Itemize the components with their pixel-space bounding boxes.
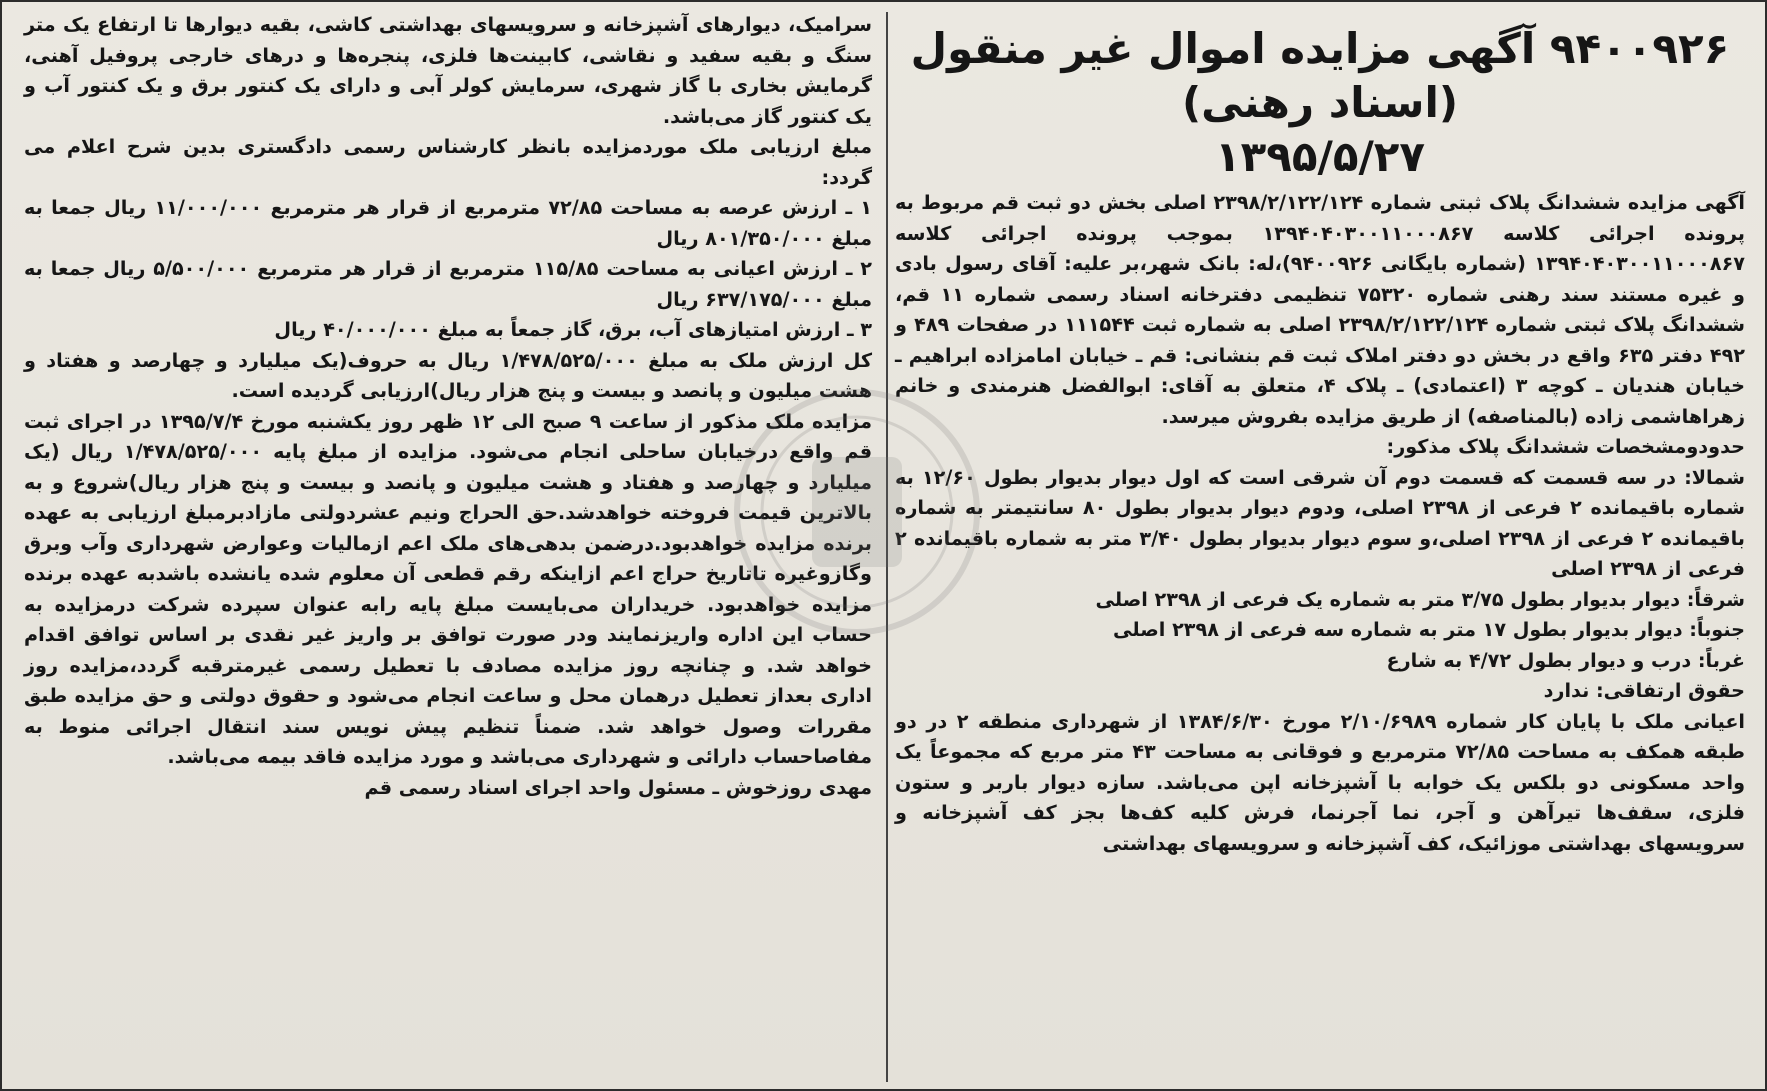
left-column bbox=[24, 10, 872, 803]
signature-line: مهدی روزخوش ـ مسئول واحد اجرای اسناد رسمی قم bbox=[364, 775, 872, 799]
valuation-utilities: ۳ ـ ارزش امتیازهای آب، برق، گاز جمعاً به مبلغ ۴۰/۰۰۰/۰۰۰ ریال bbox=[274, 318, 872, 341]
notice-title bbox=[895, 22, 1745, 184]
valuation-land: ۱ ـ ارزش عرصه به مساحت ۷۲/۸۵ مترمربع از قرار هر مترمربع ۱۱/۰۰۰/۰۰۰ ریال جمعا به مبلغ ۸۰۱/۳۵۰/۰۰۰ ریال bbox=[24, 196, 872, 250]
valuation-heading: مبلغ ارزیابی ملک موردمزایده بانظر کارشناس رسمی دادگستری بدین شرح اعلام می گردد: bbox=[24, 135, 872, 189]
valuation-total: کل ارزش ملک به مبلغ ۱/۴۷۸/۵۲۵/۰۰۰ ریال به حروف(یک میلیارد و چهارصد و هفتاد و هشت میلیون و پانصد و بیست و پنج هزار ریال)ارزیابی گردیده است. bbox=[24, 348, 872, 402]
boundary-north: شمالا: در سه قسمت که قسمت دوم آن شرقی است که اول دیوار بدیوار بطول ۱۲/۶۰ به شماره باقیمانده ۲ فرعی از ۲۳۹۸ اصلی، ودوم دیوار بدیوار بطول ۸۰ سانتیمتر به شماره باقیمانده ۲ فرعی از ۲۳۹۸ اصلی،و سوم دیوار بدیوار بطول ۳/۴۰ متر به شماره باقیمانده ۲ فرعی از ۲۳۹۸ اصلی bbox=[895, 465, 1745, 580]
notice-title-line1: ۹۴۰۰۹۲۶ آگهی مزایده اموال غیر منقول (اسناد رهنی) bbox=[910, 24, 1730, 127]
column-divider bbox=[886, 12, 888, 1082]
boundary-west: غرباً: درب و دیوار بطول ۴/۷۲ به شارع bbox=[1386, 648, 1745, 672]
building-description-continued: سرامیک، دیوارهای آشپزخانه و سرویسهای بهداشتی کاشی، بقیه دیوارها تا ارتفاع یک متر سنگ و بقیه سفید و نقاشی، کابینت‌ها فلزی، پنجره‌ها و درهای خارجی پروفیل آهنی، گرمایش بخاری با گاز شهری، سرمایش کولر آبی و دارای یک کنتور برق و یک کنتور آب و یک کنتور گاز می‌باشد. bbox=[24, 13, 872, 128]
boundary-south: جنوباً: دیوار بدیوار بطول ۱۷ متر به شماره سه فرعی از ۲۳۹۸ اصلی bbox=[1113, 618, 1745, 641]
boundary-east: شرقاً: دیوار بدیوار بطول ۳/۷۵ متر به شماره یک فرعی از ۲۳۹۸ اصلی bbox=[1095, 587, 1745, 611]
boundaries-heading: حدودومشخصات ششدانگ پلاک مذکور: bbox=[1386, 435, 1745, 458]
easement-rights: حقوق ارتفاقی: ندارد bbox=[1543, 679, 1745, 702]
intro-paragraph: آگهی مزایده ششدانگ پلاک ثبتی شماره ۲۳۹۸/۲/۱۲۲/۱۲۴ اصلی بخش دو ثبت قم مربوط به پرونده اجرائی کلاسه ۱۳۹۴۰۴۰۳۰۰۱۱۰۰۰۸۶۷ بموجب پرونده اجرائی کلاسه ۱۳۹۴۰۴۰۳۰۰۱۱۰۰۰۸۶۷ (شماره بایگانی ۹۴۰۰۹۲۶)،له: بانک شهر،بر علیه: آقای رسول بادی و غیره مستند سند رهنی شماره ۷۵۳۲۰ تنظیمی دفترخانه اسناد رسمی شماره ۱۱ قم، ششدانگ پلاک ثبتی شماره ۲۳۹۸/۲/۱۲۲/۱۲۴ اصلی به شماره ثبت ۱۱۱۵۴۴ در صفحات ۴۸۹ و ۴۹۲ دفتر ۶۳۵ واقع در بخش دو دفتر املاک ثبت قم بنشانی: قم ـ خیابان امامزاده ابراهیم ـ خیابان هندیان ـ کوچه ۳ (اعتمادی) ـ پلاک ۴، متعلق به آقای: ابوالفضل هنرمندی و خانم زهراهاشمی زاده (بالمناصفه) از طریق مزایده بفروش میرسد. bbox=[895, 191, 1746, 428]
building-description: اعیانی ملک با پایان کار شماره ۲/۱۰/۶۹۸۹ مورخ ۱۳۸۴/۶/۳۰ از شهرداری منطقه ۲ در دو طبقه همکف به مساحت ۷۲/۸۵ مترمربع و فوقانی به مساحت ۴۳ متر مربع که مجموعاً یک واحد مسکونی دو بلکس یک خوابه با آشپزخانه اپن می‌باشد. سازه دیوار باربر و ستون فلزی، سقف‌ها تیرآهن و آجر، نما آجرنما، فرش کلیه کف‌ها بجز کف آشپزخانه و سرویسهای بهداشتی موزائیک، کف آشپزخانه و سرویسهای بهداشتی bbox=[895, 709, 1745, 855]
notice-title-date: ۱۳۹۵/۵/۲۷ bbox=[1214, 132, 1426, 181]
auction-terms: مزایده ملک مذکور از ساعت ۹ صبح الی ۱۲ ظهر روز یکشنبه مورخ ۱۳۹۵/۷/۴ در اجرای ثبت قم واقع درخیابان ساحلی انجام می‌شود. مزایده از مبلغ پایه ۱/۴۷۸/۵۲۵/۰۰۰ ریال (یک میلیارد و چهارصد و هفتاد و هشت میلیون و پانصد و بیست و پنج هزار ریال)شروع و به بالاترین قیمت فروخته خواهدشد.حق الحراج ونیم عشردولتی مازادبرمبلغ ارزیابی به عهده برنده مزایده خواهدبود.درضمن بدهی‌های ملک اعم ازمالیات وعوارض شهرداری وآب وبرق وگازوغیره تاتاریخ حراج اعم ازاینکه رقم قطعی آن معلوم شده یانشده باشدبه عهده برنده مزایده خواهدبود. خریداران می‌بایست مبلغ پایه رابه عنوان سپرده شرکت درمزایده به حساب این اداره واریزنمایند ودر صورت توافق بر واریز غیر نقدی بر اساس توافق اقدام خواهد شد. و چنانچه روز مزایده مصادف با تعطیل رسمی غیرمترقبه گردد،مزایده روز اداری بعداز تعطیل درهمان محل و ساعت انجام می‌شود و حقوق دولتی و حق مزایده طبق مقررات وصول خواهد شد. ضمناً تنظیم پیش نویس سند انتقال اجرائی منوط به مفاصاحساب دارائی و شهرداری می‌باشد و مورد مزایده فاقد بیمه می‌باشد. bbox=[24, 409, 873, 768]
valuation-building: ۲ ـ ارزش اعیانی به مساحت ۱۱۵/۸۵ مترمربع از قرار هر مترمربع ۵/۵۰۰/۰۰۰ ریال جمعا به مبلغ ۶۳۷/۱۷۵/۰۰۰ ریال bbox=[24, 257, 873, 311]
right-column bbox=[895, 10, 1745, 859]
